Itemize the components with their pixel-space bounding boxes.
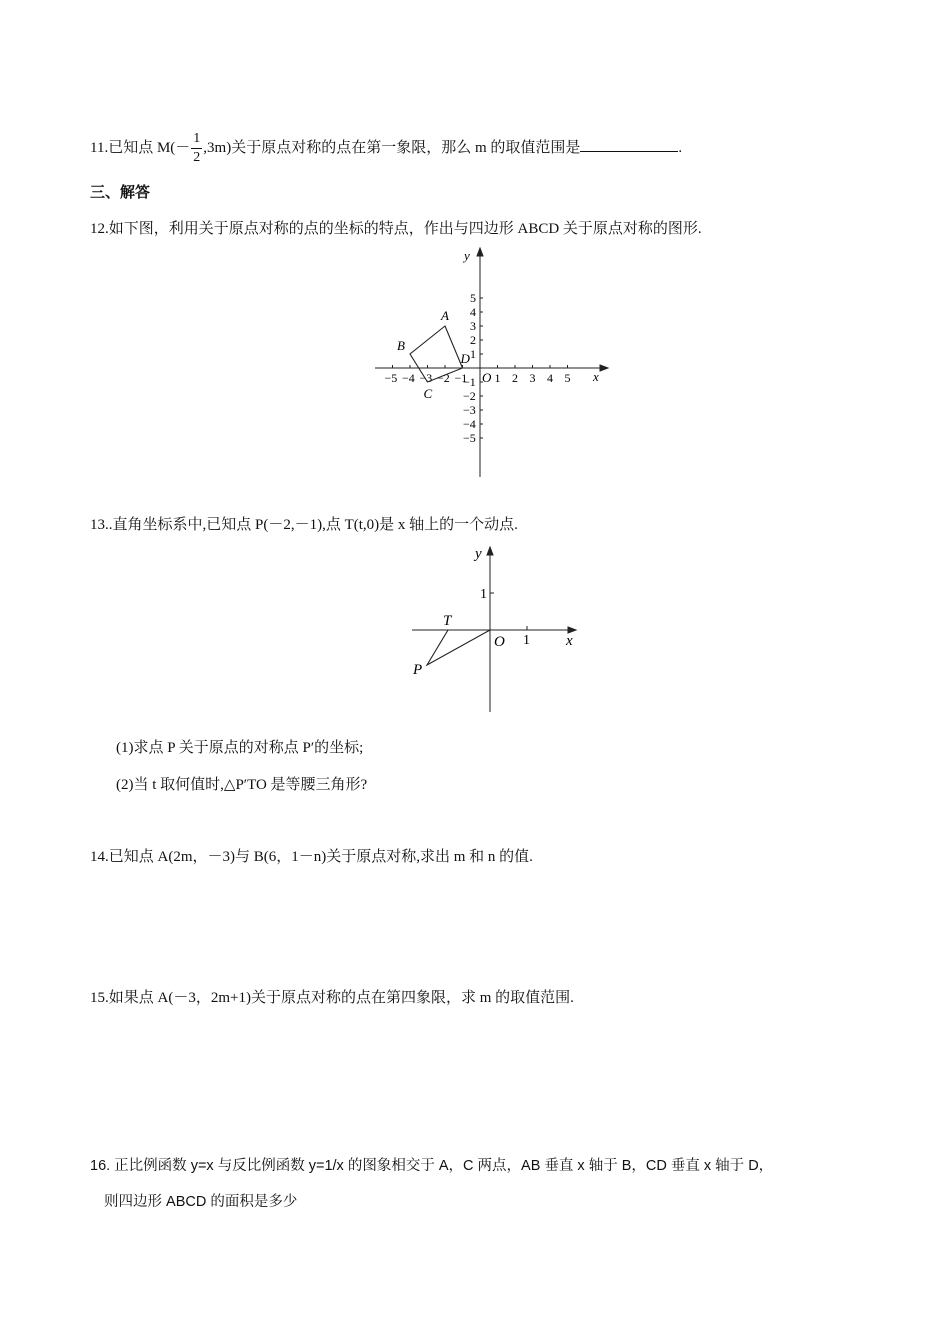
y-tick-label: −4: [463, 417, 476, 431]
x-tick-label: −4: [402, 371, 415, 385]
point-label-a: A: [441, 308, 449, 323]
x-tick-label: 3: [529, 371, 536, 385]
fraction-numerator: 1: [191, 130, 202, 149]
x-axis-label: x: [593, 369, 599, 384]
question-16-line-2: 则四边形 ABCD 的面积是多少: [104, 1194, 298, 1210]
question-11: [90, 130, 682, 167]
question-16-line-1: 16. 正比例函数 y=x 与反比例函数 y=1/x 的图象相交于 A，C 两点，AB 垂直 x 轴于 B，CD 垂直 x 轴于 D，: [90, 1158, 774, 1174]
x-tick-label: −3: [419, 371, 433, 385]
q11-end: .: [678, 139, 683, 156]
y-tick-label: −2: [463, 389, 476, 403]
x-tick-label: 1: [523, 633, 530, 648]
x-tick-label: 2: [512, 371, 518, 385]
triangle-pto: [427, 630, 490, 665]
point-t-label: T: [443, 613, 452, 629]
x-tick-label: −1: [454, 371, 468, 385]
answer-blank: [580, 137, 678, 152]
question-14-text: 14.已知点 A(2m，－3)与 B(6，1－n)关于原点对称,求出 m 和 n 的值.: [90, 849, 533, 865]
y-tick-label: 5: [470, 291, 476, 305]
question-15-text: 15.如果点 A(－3，2m+1)关于原点对称的点在第四象限，求 m 的取值范围.: [90, 990, 574, 1006]
fraction-one-half: [191, 130, 202, 167]
point-label-d: D: [460, 351, 470, 366]
q11-suffix: ,3m)关于原点对称的点在第一象限，那么 m 的取值范围是: [203, 139, 581, 156]
q11-prefix: 11.已知点 M(－: [90, 139, 191, 156]
q13-coordinate-figure: [400, 542, 590, 722]
q12-coordinate-figure: [360, 245, 620, 480]
x-axis-label: x: [566, 633, 573, 649]
y-axis-label: y: [464, 248, 470, 263]
x-tick-label: −2: [437, 371, 450, 385]
question-13-text: 13..直角坐标系中,已知点 P(－2,－1),点 T(t,0)是 x 轴上的一个动点.: [90, 517, 518, 533]
y-tick-label: 4: [470, 305, 476, 319]
y-tick-label: 2: [470, 333, 476, 347]
point-label-c: C: [423, 386, 433, 401]
x-tick-label: 4: [547, 371, 553, 385]
x-tick-label: 5: [564, 371, 571, 385]
question-13-part-1: (1)求点 P 关于原点的对称点 P′的坐标;: [116, 740, 364, 756]
q12-point-labels: [397, 308, 471, 401]
origin-label: O: [482, 370, 492, 385]
y-axis-arrow: [487, 547, 493, 555]
y-tick-label: −5: [463, 431, 476, 445]
y-tick-label: 1: [480, 587, 487, 602]
question-13-part-2: (2)当 t 取何值时,△P′TO 是等腰三角形?: [116, 777, 368, 793]
y-tick-label: −1: [463, 375, 476, 389]
x-axis-arrow: [600, 365, 608, 371]
x-tick-label: −5: [384, 371, 398, 385]
point-p-label: P: [413, 662, 423, 678]
y-axis-label: y: [475, 546, 482, 562]
fraction-denominator: 2: [193, 150, 201, 165]
question-12-text: 12.如下图，利用关于原点对称的点的坐标的特点，作出与四边形 ABCD 关于原点对称的图形.: [90, 221, 702, 237]
section-heading: 三、解答: [90, 184, 151, 201]
y-axis-arrow: [477, 248, 483, 256]
origin-label: O: [494, 634, 505, 650]
x-tick-label: 1: [494, 371, 501, 385]
y-tick-label: −3: [463, 403, 476, 417]
point-label-b: B: [397, 338, 405, 353]
y-tick-label: 3: [470, 319, 476, 333]
q12-axes: [375, 248, 608, 477]
y-tick-label: 1: [470, 347, 476, 361]
